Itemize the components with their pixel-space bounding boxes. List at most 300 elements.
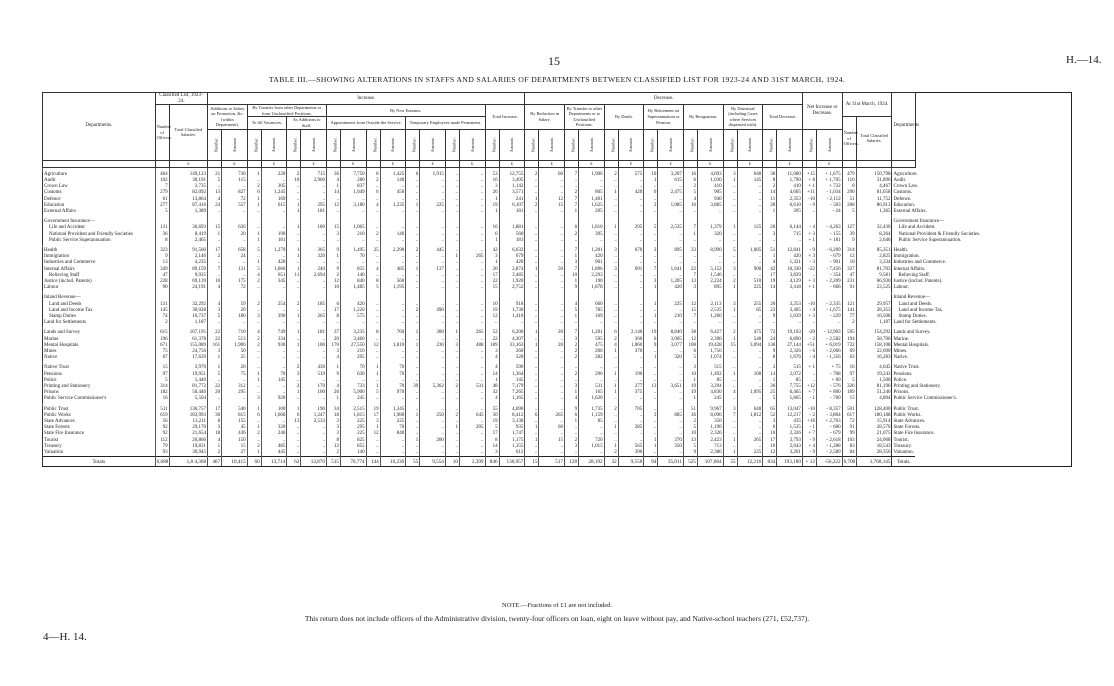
table-cell: .. bbox=[565, 425, 579, 431]
table-cell: .. bbox=[565, 178, 579, 184]
table-cell: .. bbox=[618, 355, 644, 361]
table-cell: 10 bbox=[485, 302, 499, 308]
table-cell: .. bbox=[287, 260, 301, 266]
table-cell: .. bbox=[287, 438, 301, 444]
table-cell: .. bbox=[445, 419, 459, 425]
table-cell: .. bbox=[525, 273, 539, 279]
table-cell: .. bbox=[525, 302, 539, 308]
table-cell: +11 bbox=[802, 190, 816, 196]
table-cell: 72 bbox=[842, 419, 856, 425]
table-cell: 2,390 bbox=[697, 337, 723, 343]
table-cell: .. bbox=[604, 254, 618, 260]
totals-cell: + 12 bbox=[802, 457, 816, 467]
table-cell: 6,890 bbox=[777, 337, 803, 343]
table-cell: .. bbox=[777, 238, 803, 244]
table-cell: 21,654 bbox=[169, 431, 207, 437]
table-cell: 3,793 bbox=[777, 438, 803, 444]
table-cell: 38 bbox=[683, 330, 697, 336]
table-cell: .. bbox=[658, 209, 684, 215]
table-cell: + 3 bbox=[802, 254, 816, 260]
table-cell: .. bbox=[525, 178, 539, 184]
table-cell: 485 bbox=[380, 267, 406, 273]
table-cell: 3 bbox=[565, 337, 579, 343]
table-cell: 645 bbox=[459, 413, 485, 419]
table-cell: 92 bbox=[155, 425, 169, 431]
table-cell: .. bbox=[459, 438, 485, 444]
department-name-right: Defence. bbox=[892, 197, 915, 203]
table-cell: .. bbox=[445, 308, 459, 314]
table-cell: 19 bbox=[763, 279, 777, 285]
col-decrease: Decrease. bbox=[525, 93, 803, 105]
table-cell: .. bbox=[380, 308, 406, 314]
table-cell: 3,651 bbox=[658, 384, 684, 390]
table-cell: .. bbox=[406, 238, 420, 244]
table-cell: .. bbox=[525, 419, 539, 425]
table-cell: 7 bbox=[155, 184, 169, 190]
table-cell: 2,113 bbox=[697, 302, 723, 308]
table-cell: 1 bbox=[723, 438, 737, 444]
department-name-right: Justice (includ. Patents). bbox=[893, 279, 943, 285]
table-cell: 2 bbox=[247, 279, 261, 285]
table-cell: .. bbox=[366, 254, 380, 260]
col-reduction: By Reduction in Salary. bbox=[525, 105, 565, 129]
table-cell: 1 bbox=[723, 372, 737, 378]
table-cell: .. bbox=[658, 390, 684, 396]
table-cell: 540 bbox=[737, 337, 763, 343]
table-cell: 4 bbox=[326, 384, 340, 390]
table-cell: 1,015 bbox=[579, 444, 605, 450]
table-cell: 1 bbox=[723, 178, 737, 184]
table-cell: .. bbox=[406, 337, 420, 343]
table-cell: 420 bbox=[499, 260, 525, 266]
table-cell: 4 bbox=[366, 267, 380, 273]
col-total-salaries: Total Classified Salaries. bbox=[169, 105, 207, 160]
table-cell: 200 bbox=[420, 438, 446, 444]
table-cell: .. bbox=[406, 254, 420, 260]
table-cell: 196 bbox=[155, 337, 169, 343]
table-cell: .. bbox=[723, 425, 737, 431]
subhead-number: Number. bbox=[525, 129, 539, 160]
table-cell: .. bbox=[445, 431, 459, 437]
col-departments: Departments. bbox=[43, 93, 156, 161]
department-name: Land and Income Tax bbox=[43, 308, 156, 314]
table-cell: .. bbox=[618, 302, 644, 308]
table-cell: 320 bbox=[658, 355, 684, 361]
department-name: Land for Settlements bbox=[43, 320, 156, 326]
table-cell: 3,405 bbox=[777, 308, 803, 314]
table-cell: 85 bbox=[579, 419, 605, 425]
table-cell: 540 bbox=[222, 407, 248, 413]
table-cell: .. bbox=[445, 444, 459, 450]
department-name-right: Mines. bbox=[892, 349, 915, 355]
table-cell: .. bbox=[459, 390, 485, 396]
table-cell: .. bbox=[208, 184, 222, 190]
table-cell: 1,159 bbox=[579, 413, 605, 419]
table-cell: 27,550 bbox=[341, 343, 367, 349]
table-cell: .. bbox=[737, 419, 763, 425]
table-cell: 4 bbox=[723, 390, 737, 396]
table-cell: 16 bbox=[683, 203, 697, 209]
table-cell: 8 bbox=[326, 314, 340, 320]
table-cell: 1 bbox=[287, 248, 301, 254]
table-cell: 2,293 bbox=[579, 273, 605, 279]
table-cell: 265 bbox=[459, 254, 485, 260]
table-cell: 314 bbox=[842, 248, 856, 254]
unit-cell bbox=[856, 160, 892, 167]
table-cell: 12 bbox=[326, 444, 340, 450]
document-code-bottom: 4—H. 14. bbox=[43, 631, 87, 643]
table-cell: .. bbox=[723, 254, 737, 260]
table-cell: .. bbox=[525, 444, 539, 450]
table-cell: 3,294 bbox=[697, 384, 723, 390]
table-cell: 515 bbox=[777, 365, 803, 371]
table-cell: 100 bbox=[301, 390, 327, 396]
department-name: Life and Accident bbox=[43, 225, 156, 231]
table-cell: 30,945 bbox=[169, 450, 207, 457]
table-cell: 210 bbox=[341, 349, 367, 355]
table-cell: .. bbox=[406, 225, 420, 231]
table-cell: .. bbox=[737, 365, 763, 371]
table-cell: 295 bbox=[222, 390, 248, 396]
table-cell: 23 bbox=[763, 308, 777, 314]
table-cell: 615 bbox=[155, 330, 169, 336]
table-cell: .. bbox=[723, 197, 737, 203]
table-cell: 20 bbox=[222, 365, 248, 371]
table-cell: 1,195 bbox=[380, 285, 406, 291]
col-total-decrease: Total Decrease. bbox=[763, 105, 803, 129]
unit-cell: £ bbox=[658, 160, 684, 167]
table-cell: .. bbox=[723, 260, 737, 266]
table-cell: - 2,589 bbox=[816, 450, 842, 457]
table-cell: .. bbox=[525, 390, 539, 396]
table-cell: 1,660 bbox=[261, 413, 287, 419]
table-cell: -22 bbox=[802, 267, 816, 273]
table-cell: .. bbox=[763, 320, 777, 326]
table-cell: 501 bbox=[842, 407, 856, 413]
table-cell: .. bbox=[539, 450, 565, 457]
table-cell: 895 bbox=[658, 248, 684, 254]
table-cell: 14 bbox=[326, 190, 340, 196]
table-cell: .. bbox=[658, 238, 684, 244]
table-cell: .. bbox=[287, 450, 301, 457]
table-cell: 85 bbox=[777, 378, 803, 384]
table-cell: 3 bbox=[763, 365, 777, 371]
table-cell: 3 bbox=[287, 372, 301, 378]
table-cell: 2 bbox=[604, 337, 618, 343]
department-name-right: Inland Revenue— bbox=[893, 295, 931, 301]
subhead-amount: Amount. bbox=[777, 129, 803, 160]
table-cell: .. bbox=[222, 378, 248, 384]
table-cell: 1,625 bbox=[579, 203, 605, 209]
table-cell: 1 bbox=[445, 254, 459, 260]
table-cell: 3 bbox=[644, 279, 658, 285]
table-cell: 2,072 bbox=[777, 372, 803, 378]
table-cell: 1 bbox=[485, 209, 499, 215]
table-cell: 1 bbox=[723, 225, 737, 231]
unit-cell bbox=[247, 160, 261, 167]
table-cell: 1 bbox=[247, 378, 261, 384]
totals-cell: 13,870 bbox=[301, 457, 327, 467]
table-cell: .. bbox=[366, 355, 380, 361]
table-cell: 3,460 bbox=[341, 337, 367, 343]
table-cell: .. bbox=[604, 184, 618, 190]
table-cell: 16 bbox=[842, 365, 856, 371]
table-cell: 3 bbox=[644, 203, 658, 209]
table-cell: 9 bbox=[565, 407, 579, 413]
table-cell: 8 bbox=[763, 178, 777, 184]
department-name-right: Industries and Commerce. bbox=[893, 260, 947, 266]
table-cell: 320 bbox=[499, 355, 525, 361]
table-cell: .. bbox=[683, 260, 697, 266]
table-cell: .. bbox=[301, 425, 327, 431]
table-cell: .. bbox=[618, 184, 644, 190]
table-cell: 3 bbox=[366, 419, 380, 425]
table-cell: 560 bbox=[499, 232, 525, 238]
table-cell: 210 bbox=[658, 314, 684, 320]
table-cell: .. bbox=[222, 273, 248, 279]
table-cell: 5 bbox=[155, 378, 169, 384]
table-cell: .. bbox=[604, 431, 618, 437]
table-cell: + 800 bbox=[816, 390, 842, 396]
table-cell: 18 bbox=[208, 431, 222, 437]
totals-cell: 517 bbox=[539, 457, 565, 467]
table-cell: 17 bbox=[366, 413, 380, 419]
table-cell: 70 bbox=[380, 372, 406, 378]
table-cell: 1,201 bbox=[579, 330, 605, 336]
table-cell: 1 bbox=[525, 197, 539, 203]
table-cell: 17,639 bbox=[169, 355, 207, 361]
table-cell: - 1 bbox=[802, 425, 816, 431]
totals-label: Totals bbox=[43, 457, 156, 467]
table-cell: .. bbox=[406, 273, 420, 279]
table-cell: 24 bbox=[222, 254, 248, 260]
table-cell: 390 bbox=[261, 314, 287, 320]
table-cell: 11 bbox=[287, 273, 301, 279]
table-cell: - 6 bbox=[802, 349, 816, 355]
table-cell: .. bbox=[406, 444, 420, 450]
table-cell: 15 bbox=[485, 285, 499, 291]
table-cell: .. bbox=[658, 184, 684, 190]
table-cell: .. bbox=[802, 378, 816, 384]
table-cell: .. bbox=[445, 203, 459, 209]
table-cell: 182 bbox=[155, 390, 169, 396]
table-cell: .. bbox=[644, 197, 658, 203]
table-cell: .. bbox=[658, 308, 684, 314]
table-cell: 349 bbox=[155, 267, 169, 273]
table-cell: 7 bbox=[565, 248, 579, 254]
table-cell: 6 bbox=[247, 190, 261, 196]
table-cell: 110 bbox=[842, 178, 856, 184]
table-cell: .. bbox=[459, 178, 485, 184]
table-cell: .. bbox=[261, 355, 287, 361]
table-cell: .. bbox=[525, 254, 539, 260]
table-cell: .. bbox=[445, 349, 459, 355]
totals-cell: 6,688 bbox=[155, 457, 169, 467]
table-cell: 1 bbox=[326, 254, 340, 260]
table-cell: 53 bbox=[485, 172, 499, 178]
table-cell: 180 bbox=[301, 225, 327, 231]
table-cell: - 2,618 bbox=[816, 438, 842, 444]
department-name: Mental Hospitals bbox=[43, 343, 156, 349]
table-cell: .. bbox=[247, 419, 261, 425]
table-cell: 50 bbox=[539, 267, 565, 273]
table-cell: 1 bbox=[525, 343, 539, 349]
table-cell: +16 bbox=[802, 419, 816, 425]
department-name: Printing and Stationery bbox=[43, 384, 156, 390]
totals-cell: 28,192 bbox=[579, 457, 605, 467]
table-cell: .. bbox=[445, 248, 459, 254]
table-cell: 1 bbox=[565, 419, 579, 425]
table-cell: 1,260 bbox=[697, 314, 723, 320]
table-cell: 1,364 bbox=[499, 372, 525, 378]
table-cell: 34 bbox=[326, 407, 340, 413]
table-cell: 1,235 bbox=[380, 203, 406, 209]
table-cell: 77 bbox=[842, 314, 856, 320]
table-cell: 85 bbox=[737, 308, 763, 314]
return-statement: This return does not include officers of the Administrative division, twenty-four officers on loan, eight on leave without pay, and Native-school teachers (271, £52,737). bbox=[304, 614, 810, 623]
table-cell: 20 bbox=[539, 330, 565, 336]
table-cell: 7 bbox=[565, 330, 579, 336]
table-cell: 1 bbox=[723, 337, 737, 343]
table-cell: 1 bbox=[644, 444, 658, 450]
table-cell: 1 bbox=[247, 232, 261, 238]
table-cell: .. bbox=[366, 308, 380, 314]
col-by-transfer: By Transfer from other Departments or from Unclassified Positions. bbox=[247, 105, 326, 117]
table-cell: 1 bbox=[525, 267, 539, 273]
table-cell: .. bbox=[261, 308, 287, 314]
department-name-right: Pensions. bbox=[892, 372, 915, 378]
table-cell: 3,253 bbox=[777, 302, 803, 308]
table-cell: 15 bbox=[683, 308, 697, 314]
table-cell: 1 bbox=[485, 197, 499, 203]
table-cell: 20 bbox=[763, 302, 777, 308]
table-cell: 30,191 bbox=[169, 178, 207, 184]
table-cell: 9 bbox=[763, 314, 777, 320]
table-cell: 16 bbox=[683, 172, 697, 178]
table-cell: 3,334 bbox=[856, 260, 892, 266]
table-cell: 12 bbox=[842, 254, 856, 260]
table-cell: 840 bbox=[341, 279, 367, 285]
table-cell: 1 bbox=[644, 302, 658, 308]
table-cell: .. bbox=[697, 320, 723, 326]
table-cell: 1 bbox=[287, 407, 301, 413]
totals-cell: 107,684 bbox=[697, 457, 723, 467]
table-cell: 835 bbox=[341, 267, 367, 273]
unit-cell bbox=[155, 160, 169, 167]
table-cell: .. bbox=[406, 365, 420, 371]
table-cell: 12 bbox=[326, 203, 340, 209]
table-cell: 24,068 bbox=[856, 438, 892, 444]
table-cell: .. bbox=[261, 390, 287, 396]
table-cell: .. bbox=[579, 450, 605, 457]
table-cell: 1,201 bbox=[579, 248, 605, 254]
table-cell: .. bbox=[644, 349, 658, 355]
table-cell: 200 bbox=[579, 349, 605, 355]
table-cell: 320 bbox=[261, 425, 287, 431]
table-cell: .. bbox=[539, 184, 565, 190]
table-cell: .. bbox=[539, 285, 565, 291]
table-cell: 1,165 bbox=[499, 396, 525, 402]
table-cell: 2 bbox=[208, 254, 222, 260]
table-cell: .. bbox=[539, 314, 565, 320]
table-cell: .. bbox=[247, 225, 261, 231]
department-name-right: Crown Law. bbox=[893, 184, 919, 190]
table-cell: 7 bbox=[565, 267, 579, 273]
table-cell: 2,874 bbox=[499, 267, 525, 273]
table-cell: 58,796 bbox=[856, 337, 892, 343]
table-cell: 7 bbox=[683, 314, 697, 320]
table-cell: 590 bbox=[499, 365, 525, 371]
table-cell: .. bbox=[525, 232, 539, 238]
unit-cell: £ bbox=[777, 160, 803, 167]
table-cell: 1,747 bbox=[499, 431, 525, 437]
table-cell: 8,419 bbox=[169, 232, 207, 238]
table-cell: .. bbox=[579, 365, 605, 371]
totals-cell: 35,011 bbox=[658, 457, 684, 467]
table-cell: 30,028 bbox=[169, 308, 207, 314]
table-cell: .. bbox=[366, 378, 380, 384]
table-cell: 22 bbox=[683, 267, 697, 273]
table-cell: 320 bbox=[697, 232, 723, 238]
table-cell: .. bbox=[539, 378, 565, 384]
table-cell: 2 bbox=[287, 365, 301, 371]
table-cell: .. bbox=[658, 425, 684, 431]
table-cell: .. bbox=[539, 390, 565, 396]
table-cell: 1,915 bbox=[420, 172, 446, 178]
table-cell: .. bbox=[737, 184, 763, 190]
table-cell: 1 bbox=[287, 314, 301, 320]
table-cell: 89,159 bbox=[169, 267, 207, 273]
table-cell: 100 bbox=[301, 343, 327, 349]
table-cell: .. bbox=[247, 384, 261, 390]
table-cell: 205 bbox=[579, 209, 605, 215]
table-cell: 220 bbox=[261, 172, 287, 178]
table-cell: 4,804 bbox=[856, 396, 892, 402]
table-cell: .. bbox=[565, 320, 579, 326]
table-cell: .. bbox=[445, 355, 459, 361]
table-cell: .. bbox=[763, 238, 777, 244]
table-cell: - 4 bbox=[802, 308, 816, 314]
table-cell: 12 bbox=[326, 279, 340, 285]
table-cell: 15 bbox=[539, 438, 565, 444]
table-cell: 2 bbox=[406, 308, 420, 314]
table-cell: .. bbox=[658, 378, 684, 384]
unit-cell bbox=[644, 160, 658, 167]
table-cell: .. bbox=[247, 209, 261, 215]
table-cell: 127 bbox=[842, 225, 856, 231]
table-cell: 3 bbox=[485, 349, 499, 355]
table-cell: .. bbox=[618, 431, 644, 437]
table-cell: .. bbox=[658, 419, 684, 425]
table-cell: .. bbox=[539, 302, 565, 308]
table-cell: 640 bbox=[737, 172, 763, 178]
department-name-right: Public Service Commissioner's. bbox=[893, 396, 958, 402]
table-cell: 5 bbox=[683, 190, 697, 196]
table-cell: 671 bbox=[155, 343, 169, 349]
table-cell: 1,810 bbox=[380, 343, 406, 349]
table-cell: .. bbox=[420, 431, 446, 437]
table-cell: 1,676 bbox=[777, 355, 803, 361]
table-cell: 2 bbox=[565, 438, 579, 444]
table-cell: 31,896 bbox=[856, 178, 892, 184]
table-cell: 50 bbox=[222, 349, 248, 355]
subhead-number: Number. bbox=[326, 129, 340, 160]
department-name: Inland Revenue— bbox=[43, 295, 156, 301]
table-cell: .. bbox=[341, 378, 367, 384]
table-cell: 19,951 bbox=[169, 372, 207, 378]
table-cell: .. bbox=[301, 349, 327, 355]
table-cell: 1 bbox=[485, 260, 499, 266]
